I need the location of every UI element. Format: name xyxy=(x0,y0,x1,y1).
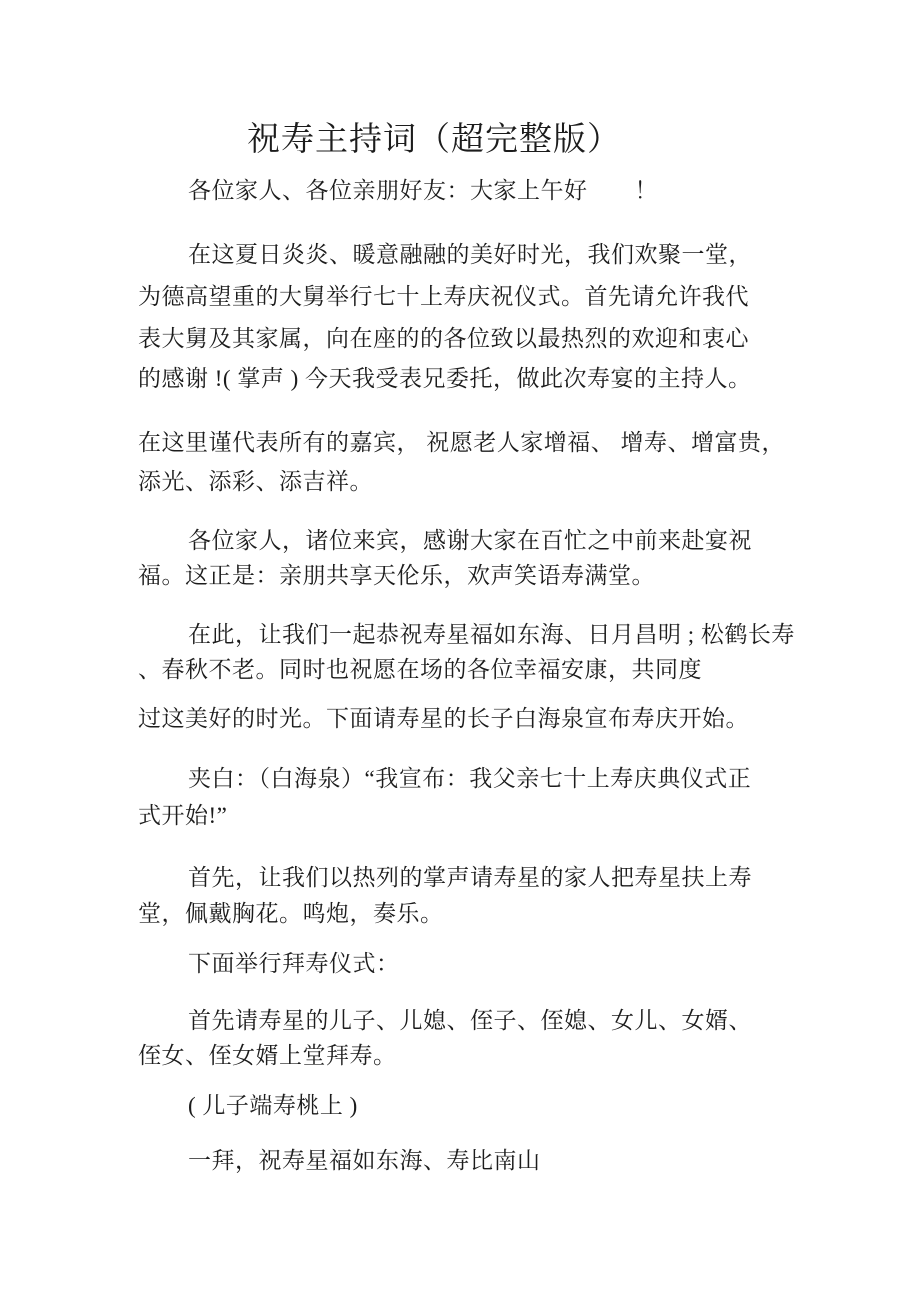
doc-line: 堂，佩戴胸花。鸣炮，奏乐。 xyxy=(138,901,444,926)
doc-line: 在这夏日炎炎、暖意融融的美好时光，我们欢聚一堂， xyxy=(188,242,752,267)
doc-line: 式开始!” xyxy=(138,803,228,828)
doc-line: 在这里谨代表所有的嘉宾， 祝愿老人家增福、 增寿、增富贵， xyxy=(138,430,785,455)
doc-line: 添光、添彩、添吉祥。 xyxy=(138,469,373,494)
doc-line: 的感谢 !( 掌声 ) 今天我受表兄委托，做此次寿宴的主持人。 xyxy=(138,366,752,391)
doc-line: 各位家人、各位亲朋好友：大家上午好 ！ xyxy=(188,178,658,203)
doc-line: 表大舅及其家属，向在座的的各位致以最热烈的欢迎和衷心 xyxy=(138,326,749,351)
doc-line: 在此，让我们一起恭祝寿星福如东海、日月昌明 ; 松鹤长寿 xyxy=(188,622,795,647)
doc-line: 福。这正是：亲朋共享天伦乐，欢声笑语寿满堂。 xyxy=(138,563,655,588)
doc-line: 首先，让我们以热列的掌声请寿星的家人把寿星扶上寿 xyxy=(188,865,752,890)
doc-line: 过这美好的时光。下面请寿星的长子白海泉宣布寿庆开始。 xyxy=(138,706,749,731)
doc-line: 下面举行拜寿仪式： xyxy=(188,951,400,976)
doc-line: 一拜，祝寿星福如东海、寿比南山 xyxy=(188,1148,541,1173)
document-title: 祝寿主持词（超完整版） xyxy=(247,122,621,158)
doc-line: 夹白：（白海泉）“我宣布：我父亲七十上寿庆典仪式正 xyxy=(188,766,752,791)
doc-line: 、春秋不老。同时也祝愿在场的各位幸福安康，共同度 xyxy=(138,657,702,682)
doc-line: 为德高望重的大舅举行七十上寿庆祝仪式。首先请允许我代 xyxy=(138,284,749,309)
doc-line: 首先请寿星的儿子、儿媳、侄子、侄媳、女儿、女婿、 xyxy=(188,1008,752,1033)
doc-line: ( 儿子端寿桃上 ) xyxy=(188,1093,358,1118)
doc-line: 各位家人，诸位来宾，感谢大家在百忙之中前来赴宴祝 xyxy=(188,528,752,553)
doc-line: 侄女、侄女婿上堂拜寿。 xyxy=(138,1043,397,1068)
